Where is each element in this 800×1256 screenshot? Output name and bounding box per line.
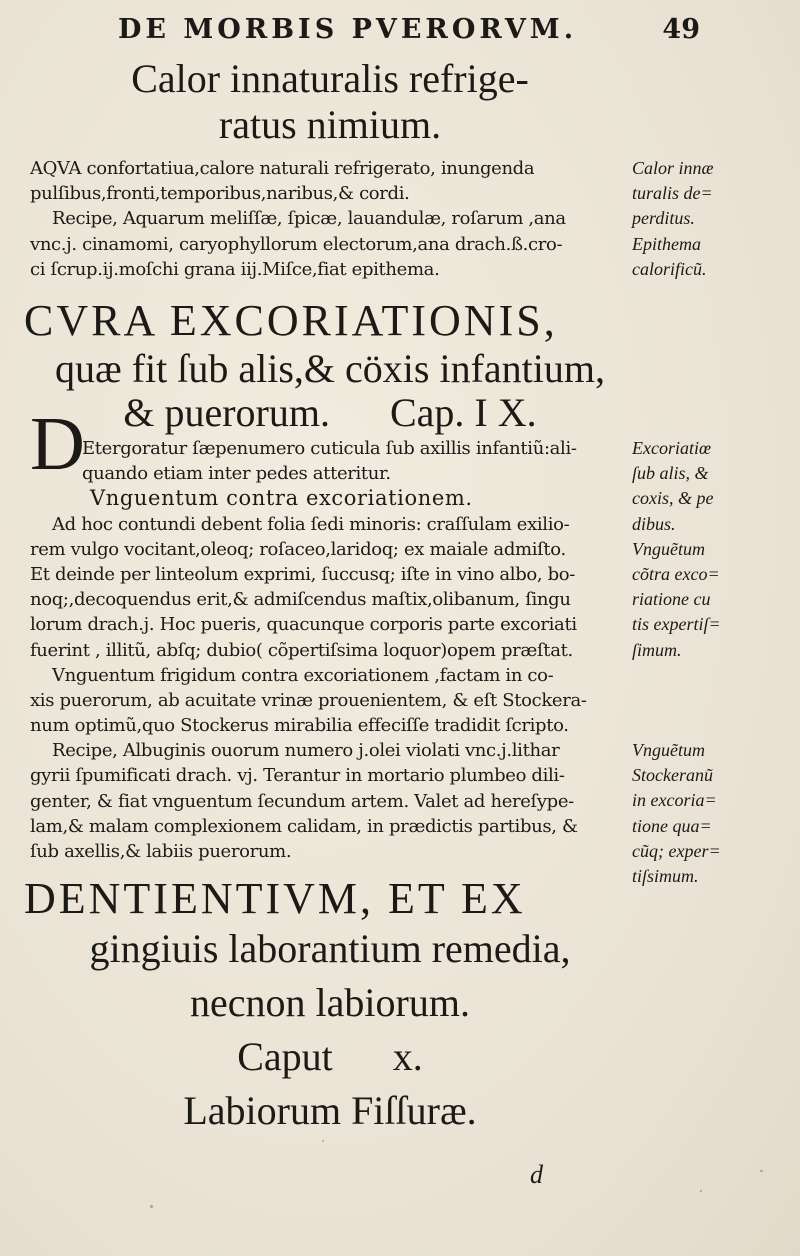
body-line: Vnguentum contra excoriationem.: [90, 486, 473, 511]
section1-margin-notes: [632, 156, 794, 282]
body-line: gyrii ſpumificati drach. vj. Terantur in mortario plumbeo dili-: [30, 765, 565, 787]
margin-line: cũq; exper=: [632, 840, 721, 861]
section2-margin-notes-b: [632, 738, 794, 889]
body-line: Vnguentum frigidum contra excoriationem ,factam in co-: [52, 664, 554, 686]
margin-line: Calor innæ: [632, 158, 714, 178]
section3-title-line-1: gingiuis laborantium remedia,: [89, 926, 571, 971]
margin-line: tione qua=: [632, 815, 712, 836]
body-line: quando etiam inter pedes atteritur.: [82, 463, 391, 485]
margin-line: riatione cu: [632, 589, 711, 610]
signature-mark: d: [530, 1160, 543, 1189]
margin-line: dibus.: [632, 513, 676, 534]
body-line: pulſibus,fronti,temporibus,naribus,& cordi.: [30, 183, 410, 205]
running-head: [100, 14, 700, 48]
section3-title-caps: DENTIENTIVM, ET EX: [24, 874, 526, 923]
margin-line: tiſsimum.: [632, 865, 699, 886]
section1-body: [30, 156, 627, 282]
body-line: Etergoratur ſæpenumero cuticula ſub axillis infantiũ:ali-: [82, 438, 577, 459]
section3-title-line-2: necnon labiorum.: [190, 980, 470, 1025]
margin-line: ſimum.: [632, 639, 682, 660]
paper-speck: [322, 1140, 324, 1142]
paper-speck: [760, 1170, 763, 1172]
section3-title-line-4: Labiorum Fiſſuræ.: [183, 1088, 477, 1133]
section2-title-line-1: quæ fit ſub alis,& cöxis infantium,: [55, 346, 605, 391]
margin-line: cõtra exco=: [632, 563, 720, 584]
margin-line: turalis de=: [632, 183, 713, 204]
body-line: num optimũ,quo Stockerus mirabilia effeciſſe tradidit ſcripto.: [30, 715, 569, 737]
margin-line: tis expertiſ=: [632, 614, 721, 635]
body-line: noq;,decoquendus erit,& admiſcendus maſtix,olibanum, ſingu: [30, 589, 571, 611]
paper-speck: [700, 1190, 702, 1192]
body-line: rem vulgo vocitant,oleoq; roſaceo,laridoq; ex maiale admiſto.: [30, 538, 566, 560]
margin-line: Vnguẽtum: [632, 538, 705, 559]
body-line: lorum drach.j. Hoc pueris, quacunque corporis parte excoriati: [30, 614, 577, 636]
body-line: xis puerorum, ab acuitate vrinæ prouenientem, & eſt Stockera-: [30, 689, 587, 711]
body-line: vnc.j. cinamomi, caryophyllorum electorum,ana drach.ß.cro-: [30, 233, 563, 255]
body-line: Et deinde per linteolum exprimi, ſuccusq; iſte in vino albo, bo-: [30, 563, 576, 585]
section2-title-caps: CVRA EXCORIATIONIS,: [24, 296, 558, 345]
section2-title-line-2: & puerorum. Cap. I X.: [123, 390, 537, 435]
margin-line: in excoria=: [632, 790, 717, 811]
body-line: lam,& malam complexionem calidam, in prædictis partibus, &: [30, 815, 578, 837]
margin-line: perditus.: [632, 208, 695, 229]
section1-title-line-1: Calor innaturalis refrige-: [131, 56, 529, 101]
section2-body: [30, 436, 627, 864]
body-line: fuerint , illitũ, abſq; dubio( cõpertiſsima loquor)opem præſtat.: [30, 639, 573, 661]
section3-title-line-3: Caput x.: [237, 1034, 423, 1079]
section1-title-line-2: ratus nimium.: [218, 102, 442, 147]
body-line: AQVA confortatiua,calore naturali refrigerato, inungenda: [30, 158, 535, 179]
margin-line: ſub alis, &: [632, 463, 709, 484]
drop-cap: D: [30, 402, 85, 486]
body-line: ſub axellis,& labiis puerorum.: [30, 841, 292, 862]
page-number: 49: [662, 14, 700, 45]
margin-line: calorificũ.: [632, 258, 707, 279]
paper-speck: [150, 1205, 153, 1208]
margin-line: Excoriatiœ: [632, 438, 711, 458]
running-head-title: DE MORBIS PVERORVM.: [118, 14, 578, 45]
margin-line: Epithema: [632, 233, 701, 254]
margin-line: Stockeranũ: [632, 765, 713, 786]
body-line: ci ſcrup.ij.moſchi grana iij.Miſce,fiat epithema.: [30, 258, 440, 280]
margin-line: Vnguẽtum: [632, 740, 705, 760]
body-line: Recipe, Aquarum meliſſæ, ſpicæ, lauandulæ, roſarum ,ana: [52, 208, 566, 230]
body-line: Recipe, Albuginis ouorum numero j.olei violati vnc.j.lithar: [52, 740, 560, 762]
margin-line: coxis, & pe: [632, 488, 714, 509]
body-line: Ad hoc contundi debent folia ſedi minoris: craſſulam exilio-: [52, 513, 570, 535]
section2-margin-notes-a: [632, 436, 794, 663]
body-line: genter, & fiat vnguentum ſecundum artem. Valet ad hereſype-: [30, 790, 574, 812]
